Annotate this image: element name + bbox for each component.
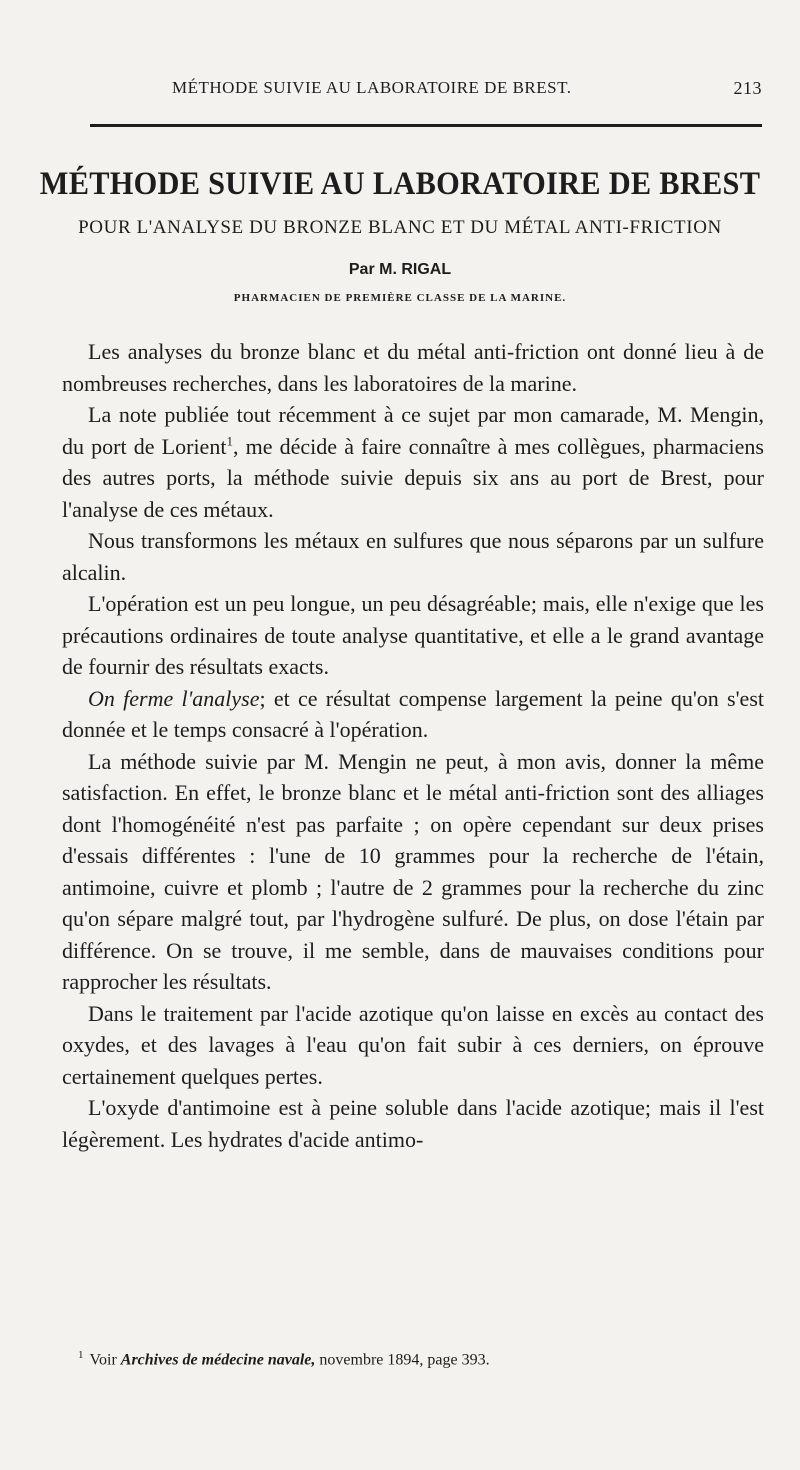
- author-affiliation: PHARMACIEN DE PREMIÈRE CLASSE DE LA MARINE.: [233, 292, 567, 304]
- paragraph-text: ; et ce résultat compense largement la peine qu'on s'est donnée et le temps consacré à l'opération.: [62, 685, 764, 742]
- article-title: MÉTHODE SUIVIE AU LABORATOIRE DE BREST: [39, 166, 761, 202]
- journal-title: Archives de médecine navale,: [120, 1351, 316, 1369]
- paragraph: L'oxyde d'antimoine est à peine soluble dans l'acide azotique; mais il l'est légèrement. Les hydrates d'acide antimo-: [62, 1095, 764, 1152]
- paragraph-text: La note publiée tout récemment à ce sujet par mon camarade, M. Mengin, du port de Lorient: [62, 402, 764, 459]
- footnote-reference[interactable]: 1: [226, 433, 233, 449]
- header-rule: [90, 124, 762, 127]
- author-line: Par M. RIGAL: [348, 261, 452, 278]
- footnote-mark: 1: [78, 1349, 84, 1361]
- paragraph: L'opération est un peu longue, un peu désagréable; mais, elle n'exige que les précautions ordinaires de toute analyse quantitative, et elle a le grand avantage de fournir des résultats exacts.: [62, 591, 764, 679]
- paragraph: [62, 399, 764, 525]
- footnote-prefix: Voir: [89, 1351, 121, 1369]
- paragraph-text: , me décide à faire connaître à mes collègues, pharmaciens des autres ports, la méthode suivie depuis six ans au port de Brest, pour l'analyse de ces métaux.: [62, 433, 764, 522]
- footnote-suffix: novembre 1894, page 393.: [315, 1351, 490, 1369]
- paragraph: La méthode suivie par M. Mengin ne peut, à mon avis, donner la même satisfaction. En effet, le bronze blanc et le métal anti-friction sont des alliages dont l'homogénéité n'est pas parfaite ; on opère cependant sur deux prises d'essais différentes : l'une de 10 grammes pour la recherche de l'étain, antimoine, cuivre et plomb ; l'autre de 2 grammes pour la recherche du zinc qu'on sépare malgré tout, par l'hydrogène sulfuré. De plus, on dose l'étain par différence. On se trouve, il me semble, dans de mauvaises conditions pour rapprocher les résultats.: [62, 748, 764, 994]
- italic-phrase: On ferme l'analyse: [88, 685, 260, 711]
- paragraph: Nous transformons les métaux en sulfures que nous séparons par un sulfure alcalin.: [62, 528, 764, 585]
- running-title: MÉTHODE SUIVIE AU LABORATOIRE DE BREST.: [172, 78, 572, 97]
- page-number: 213: [733, 78, 762, 98]
- paragraph: Dans le traitement par l'acide azotique qu'on laisse en excès au contact des oxydes, et des lavages à l'eau qu'on fait subir à ces derniers, on éprouve certainement quelques pertes.: [62, 1000, 764, 1089]
- article-body: [62, 336, 764, 1155]
- footnote: [78, 1349, 760, 1369]
- article-subtitle: POUR L'ANALYSE DU BRONZE BLANC ET DU MÉTAL ANTI-FRICTION: [78, 217, 722, 238]
- paragraph: Les analyses du bronze blanc et du métal anti-friction ont donné lieu à de nombreuses recherches, dans les laboratoires de la marine.: [62, 339, 764, 396]
- paragraph: [62, 683, 764, 746]
